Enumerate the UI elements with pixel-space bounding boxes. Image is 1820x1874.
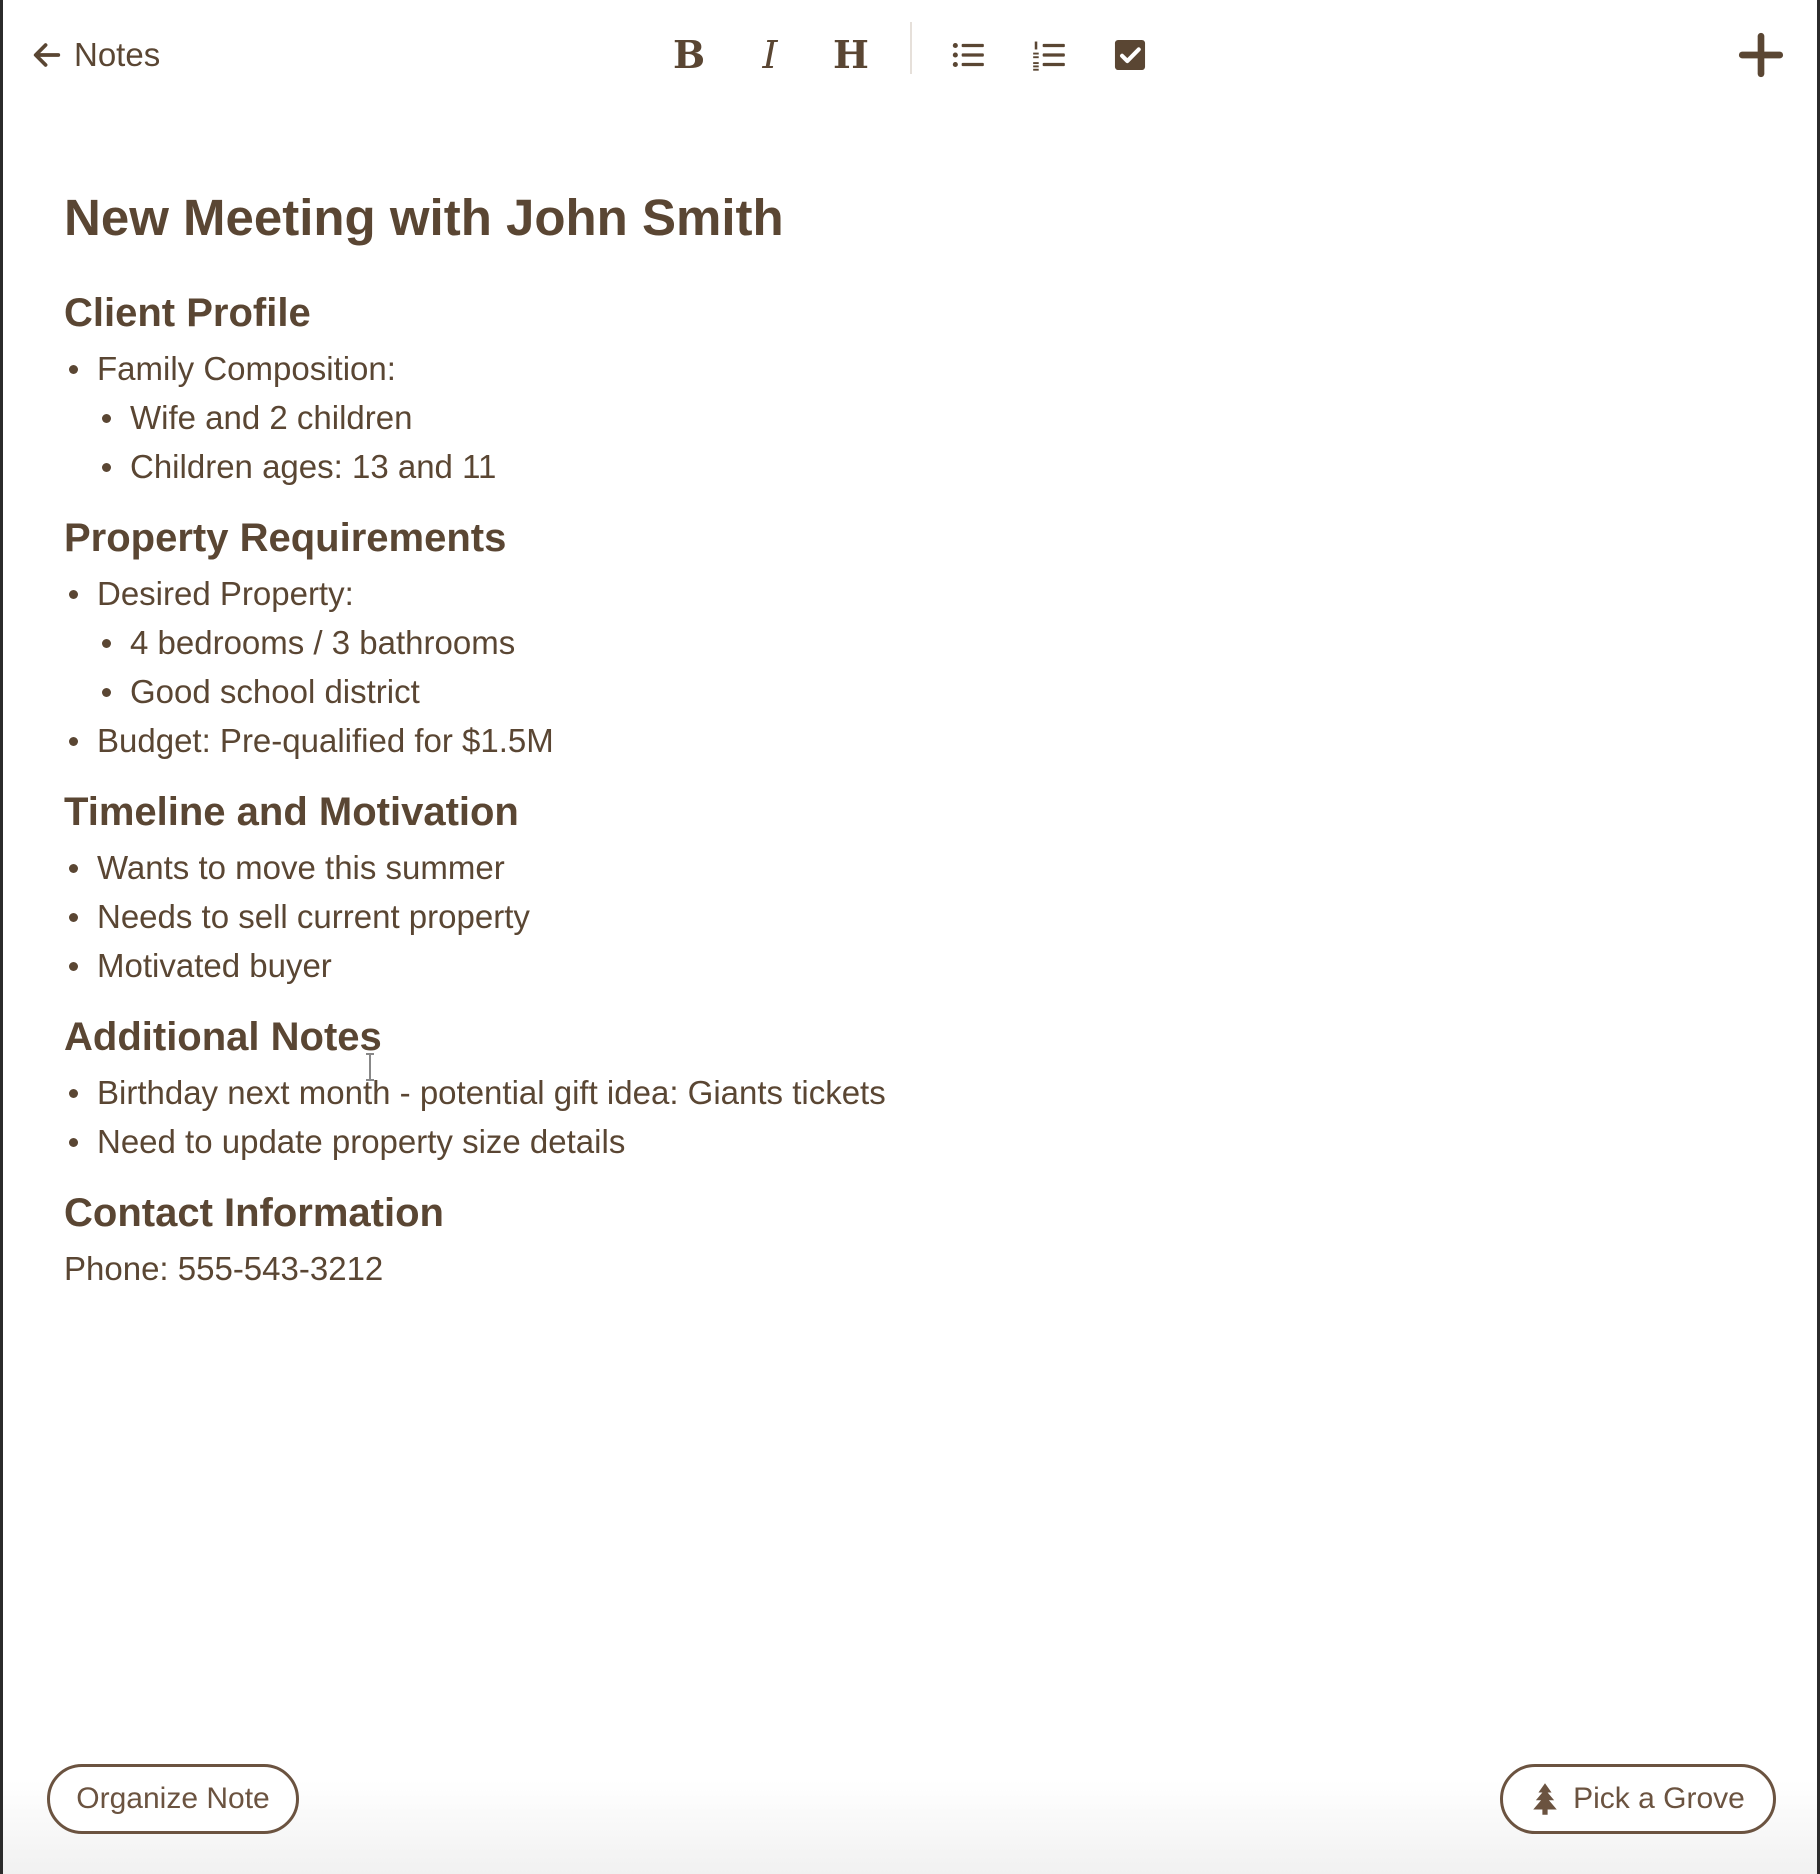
list-item: Children ages: 13 and 11 [64,442,1744,491]
section-heading: Timeline and Motivation [64,790,519,834]
list-item: Budget: Pre-qualified for $1.5M [64,716,1744,765]
section-heading: Additional Notes [64,1015,382,1059]
new-note-button[interactable] [1736,30,1786,80]
toolbar-divider [910,22,912,74]
bullet-list [64,843,1744,990]
heading-button[interactable] [824,30,878,80]
section-heading: Contact Information [64,1191,444,1235]
list-item: Family Composition: [64,344,1744,393]
list-item: Desired Property: [64,569,1744,618]
list-item: Wife and 2 children [64,393,1744,442]
bullet-list [64,344,1744,491]
text-cursor-icon [364,1052,376,1082]
numbered-list-button[interactable] [1022,30,1076,80]
organize-note-label: Organize Note [76,1782,270,1815]
checkbox-icon [1111,36,1149,74]
italic-icon: I [762,33,778,77]
arrow-left-icon [30,38,64,72]
italic-button[interactable] [743,30,797,80]
list-item: Motivated buyer [64,941,1744,990]
phone-number: Phone: 555-543-3212 [64,1250,384,1287]
list-item: Birthday next month - potential gift idea: Giants tickets [64,1068,1744,1117]
section-heading: Property Requirements [64,516,507,560]
heading-icon: H [833,32,869,77]
list-item: Wants to move this summer [64,843,1744,892]
section-heading: Client Profile [64,291,311,335]
bullet-list [64,569,1744,765]
list-item: Good school district [64,667,1744,716]
bullet-list-button[interactable] [941,30,995,80]
tree-icon [1531,1782,1559,1816]
bullet-list [64,1068,1744,1166]
plus-icon [1736,30,1786,80]
list-item: 4 bedrooms / 3 bathrooms [64,618,1744,667]
back-label: Notes [74,36,161,73]
bold-button[interactable] [662,30,716,80]
list-item: Need to update property size details [64,1117,1744,1166]
bold-icon: B [672,32,706,77]
back-to-notes-button[interactable] [30,32,160,78]
list-item: Needs to sell current property [64,892,1744,941]
pick-a-grove-label: Pick a Grove [1573,1782,1745,1815]
note-title[interactable]: New Meeting with John Smith [64,189,784,246]
organize-note-button[interactable] [47,1764,299,1834]
numbered-list-icon [1030,36,1068,74]
pick-a-grove-button[interactable] [1500,1764,1776,1834]
note-editor[interactable] [64,180,1744,1293]
bullet-list-icon [949,36,987,74]
checklist-button[interactable] [1103,30,1157,80]
